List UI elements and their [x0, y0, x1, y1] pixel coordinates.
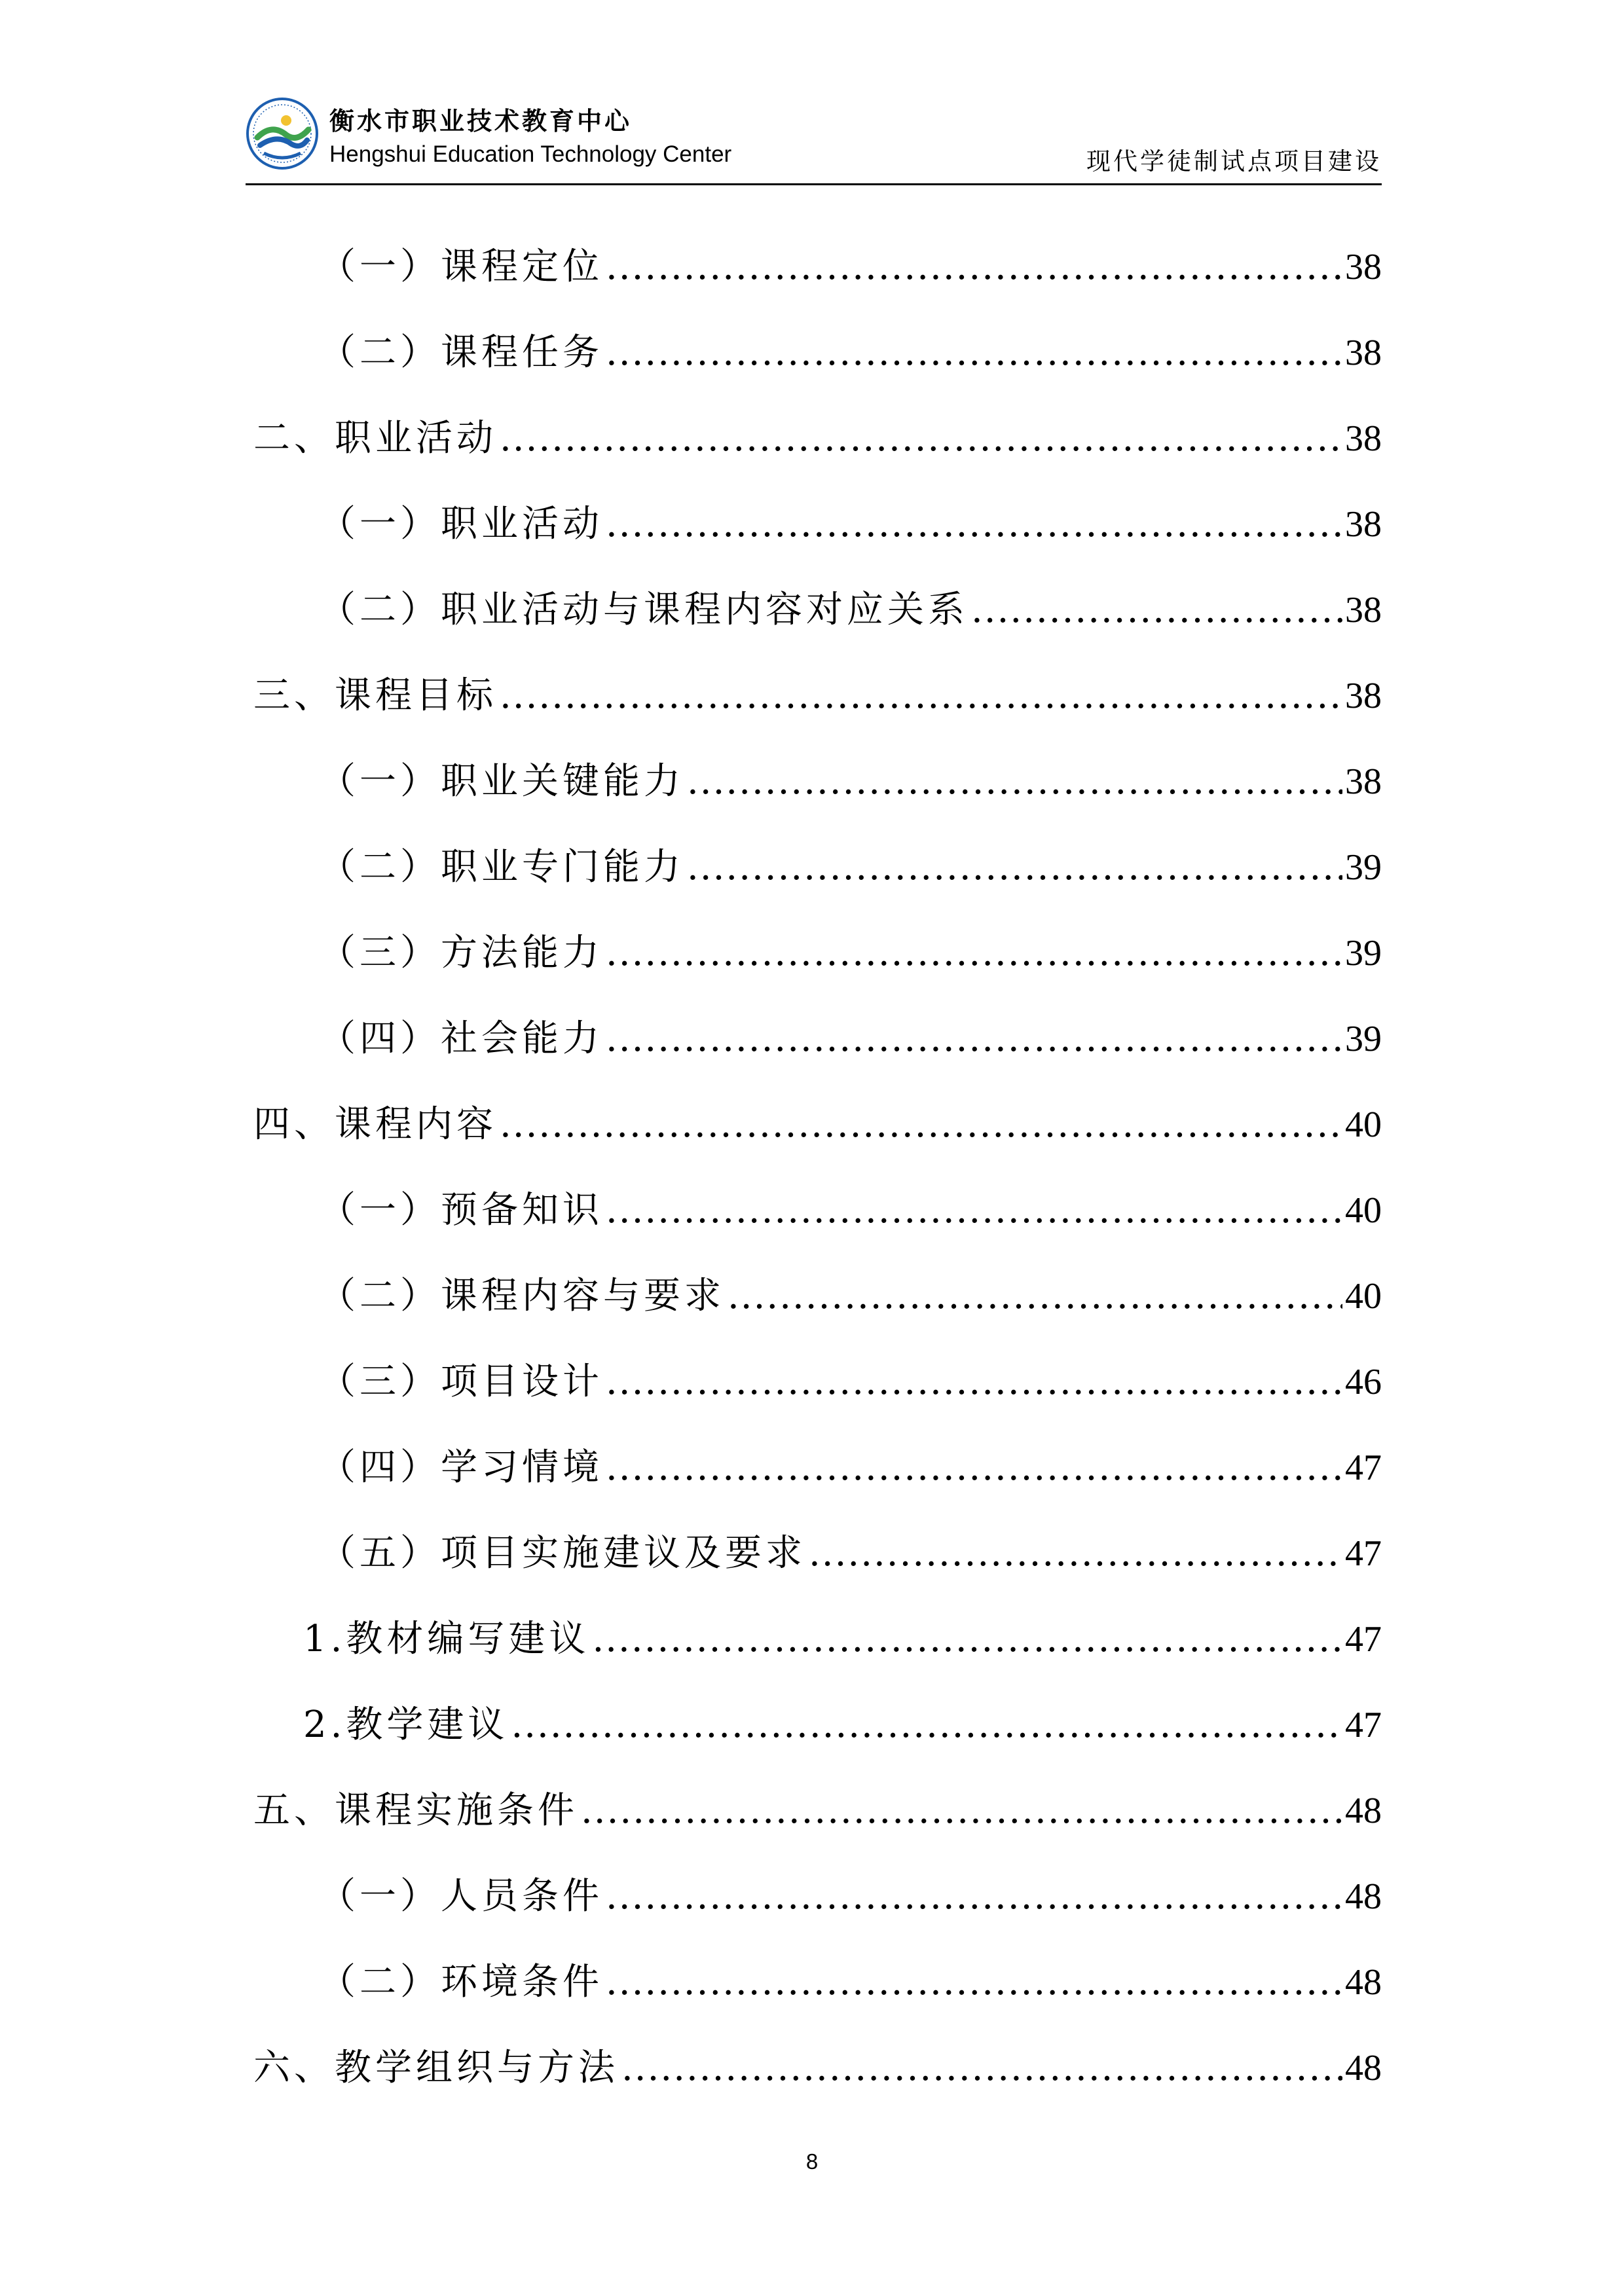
toc-entry-page: 38 — [1345, 333, 1382, 373]
toc-entry-label: 三、课程目标 — [253, 674, 497, 717]
toc-entry-page: 47 — [1345, 1448, 1382, 1488]
toc-entry-label: （四）社会能力 — [319, 1017, 603, 1060]
toc-dot-leader — [500, 395, 1342, 481]
toc-dot-leader — [606, 481, 1342, 567]
toc-dot-leader — [592, 1596, 1342, 1682]
toc-entry-label: （一）课程定位 — [319, 246, 603, 288]
toc-entry-label: （五）项目实施建议及要求 — [319, 1532, 806, 1575]
toc-entry[interactable] — [246, 224, 1382, 310]
toc-dot-leader — [581, 1768, 1342, 1853]
table-of-contents — [246, 224, 1382, 2111]
toc-entry-page: 38 — [1345, 761, 1382, 802]
toc-entry[interactable] — [246, 1082, 1382, 1167]
toc-entry-page: 38 — [1345, 504, 1382, 545]
toc-dot-leader — [606, 1167, 1342, 1253]
toc-dot-leader — [687, 824, 1342, 910]
toc-entry[interactable] — [246, 395, 1382, 481]
toc-entry[interactable] — [246, 996, 1382, 1082]
toc-entry-page: 47 — [1345, 1619, 1382, 1660]
toc-dot-leader — [500, 653, 1342, 738]
org-name-cn: 衡水市职业技术教育中心 — [329, 107, 633, 136]
toc-dot-leader — [511, 1682, 1342, 1768]
toc-entry[interactable] — [246, 567, 1382, 653]
toc-entry-label: （一）职业活动 — [319, 503, 603, 545]
toc-dot-leader — [606, 1853, 1342, 1939]
toc-dot-leader — [606, 310, 1342, 395]
toc-dot-leader — [728, 1253, 1342, 1339]
page-number: 8 — [805, 2149, 819, 2174]
toc-dot-leader — [606, 910, 1342, 996]
toc-entry[interactable] — [246, 1853, 1382, 1939]
toc-entry-page: 38 — [1345, 676, 1382, 716]
toc-entry[interactable] — [246, 1425, 1382, 1510]
toc-dot-leader — [687, 738, 1342, 824]
toc-dot-leader — [606, 1339, 1342, 1425]
toc-entry-page: 39 — [1345, 933, 1382, 974]
toc-entry[interactable] — [246, 1253, 1382, 1339]
toc-entry-page: 40 — [1345, 1190, 1382, 1231]
toc-entry-label: （四）学习情境 — [319, 1446, 603, 1489]
toc-entry[interactable] — [246, 910, 1382, 996]
toc-entry[interactable] — [246, 738, 1382, 824]
toc-dot-leader — [606, 1425, 1342, 1510]
toc-entry-label: （三）项目设计 — [319, 1360, 603, 1403]
toc-entry[interactable] — [246, 1768, 1382, 1853]
toc-entry-label: （一）职业关键能力 — [319, 760, 684, 803]
toc-entry[interactable] — [246, 653, 1382, 738]
toc-entry-label: 1.教材编写建议 — [303, 1618, 590, 1660]
toc-entry-page: 38 — [1345, 590, 1382, 630]
document-title: 现代学徒制试点项目建设 — [1086, 147, 1382, 175]
toc-entry-page: 38 — [1345, 247, 1382, 287]
toc-dot-leader — [809, 1510, 1342, 1596]
toc-entry-page: 40 — [1345, 1276, 1382, 1317]
toc-entry[interactable] — [246, 1167, 1382, 1253]
toc-entry[interactable] — [246, 310, 1382, 395]
toc-entry[interactable] — [246, 481, 1382, 567]
toc-entry-label: （三）方法能力 — [319, 932, 603, 974]
toc-entry-label: 二、职业活动 — [253, 417, 497, 460]
org-name-en: Hengshui Education Technology Center — [329, 141, 732, 167]
toc-dot-leader — [606, 1939, 1342, 2025]
toc-entry-label: （二）环境条件 — [319, 1961, 603, 2003]
toc-dot-leader — [606, 224, 1342, 310]
toc-entry-label: （一）人员条件 — [319, 1875, 603, 1918]
toc-entry-page: 48 — [1345, 1962, 1382, 2003]
toc-dot-leader — [971, 567, 1342, 653]
toc-entry-label: 六、教学组织与方法 — [253, 2047, 619, 2089]
toc-entry[interactable] — [246, 1682, 1382, 1768]
toc-entry[interactable] — [246, 1339, 1382, 1425]
page-header — [246, 92, 1382, 185]
toc-entry[interactable] — [246, 1510, 1382, 1596]
toc-entry-page: 48 — [1345, 1876, 1382, 1917]
toc-entry[interactable] — [246, 1939, 1382, 2025]
toc-entry-label: 四、课程内容 — [253, 1103, 497, 1146]
toc-entry-page: 39 — [1345, 1019, 1382, 1059]
toc-entry-page: 38 — [1345, 418, 1382, 459]
toc-entry-page: 48 — [1345, 1791, 1382, 1831]
toc-entry-page: 40 — [1345, 1104, 1382, 1145]
school-logo — [246, 97, 319, 170]
toc-entry-label: （二）职业活动与课程内容对应关系 — [319, 589, 969, 631]
toc-entry-label: （二）职业专门能力 — [319, 846, 684, 888]
toc-entry-page: 47 — [1345, 1705, 1382, 1745]
toc-entry-page: 39 — [1345, 847, 1382, 888]
toc-entry-label: 五、课程实施条件 — [253, 1789, 578, 1832]
toc-entry-page: 48 — [1345, 2048, 1382, 2088]
toc-dot-leader — [606, 996, 1342, 1082]
toc-entry-label: （一）预备知识 — [319, 1189, 603, 1231]
toc-entry-label: 2.教学建议 — [303, 1704, 509, 1746]
toc-entry[interactable] — [246, 2025, 1382, 2111]
toc-dot-leader — [500, 1082, 1342, 1167]
toc-entry[interactable] — [246, 824, 1382, 910]
toc-dot-leader — [621, 2025, 1342, 2111]
toc-entry-label: （二）课程内容与要求 — [319, 1275, 725, 1317]
toc-entry-page: 47 — [1345, 1533, 1382, 1574]
toc-entry[interactable] — [246, 1596, 1382, 1682]
toc-entry-label: （二）课程任务 — [319, 331, 603, 374]
toc-entry-page: 46 — [1345, 1362, 1382, 1402]
